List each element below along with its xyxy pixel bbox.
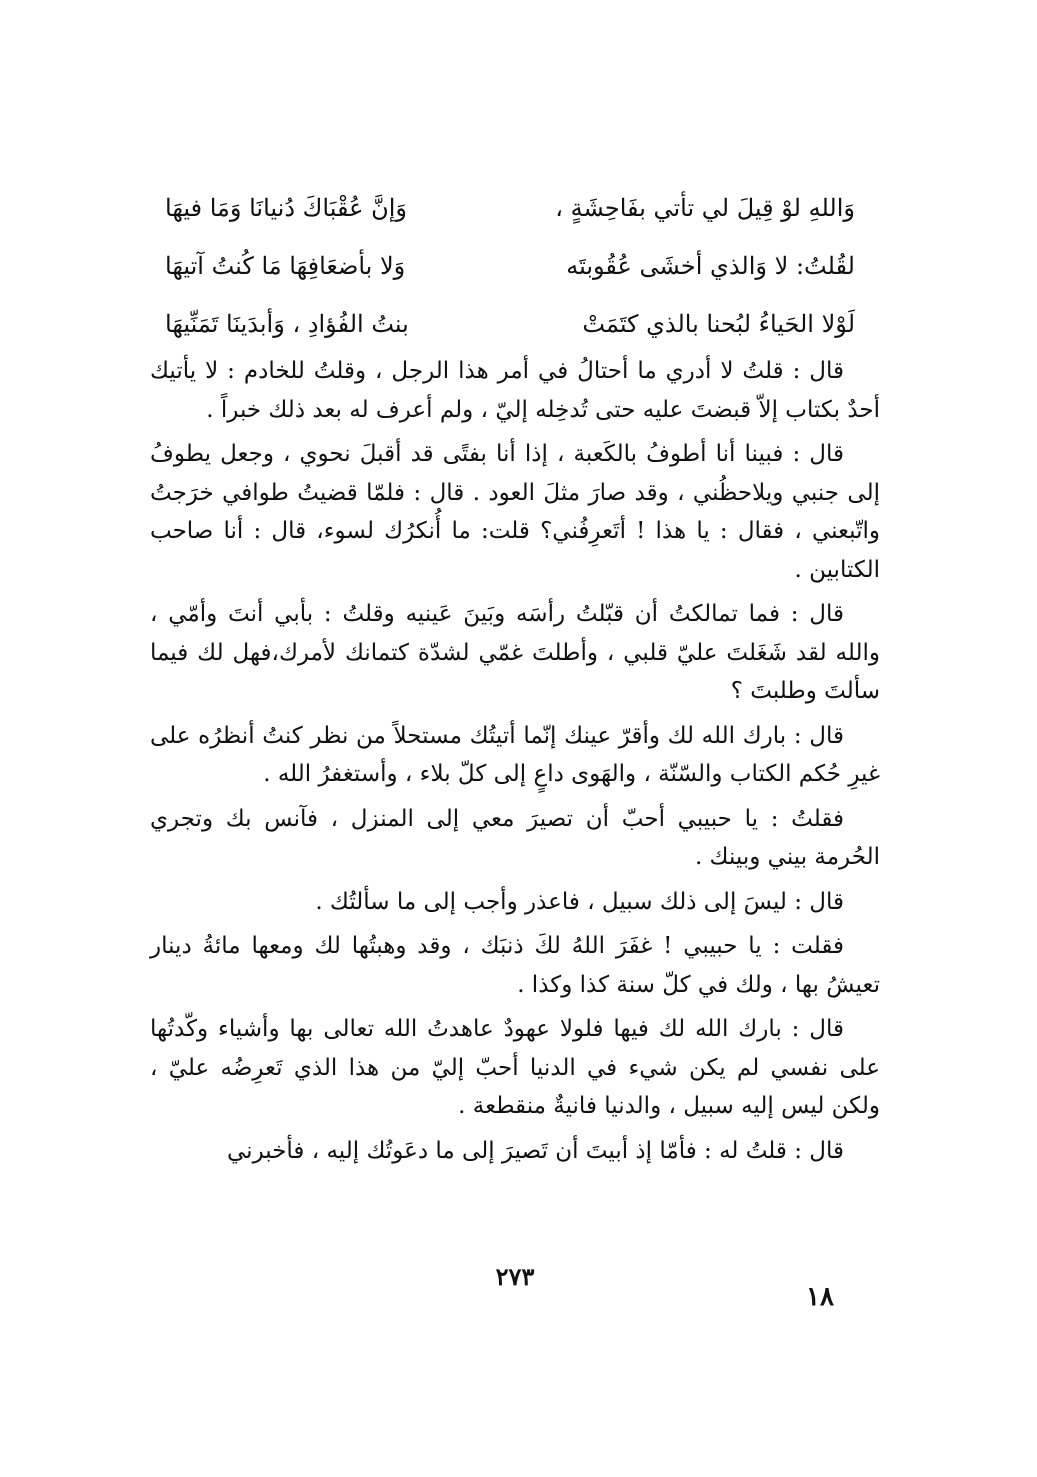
poem-verses: [165, 183, 855, 357]
verse-line: [165, 299, 855, 357]
verse-second-hemistich: بنتُ الفُؤادِ ، وَأبدَينَا تَمَنِّيهَا: [165, 310, 409, 338]
verse-line: [165, 241, 855, 299]
paragraph: قال : فبينا أنا أطوفُ بالكَعبة ، إذا أنا بفتًى قد أقبلَ نحوي ، وجعل يطوفُ إلى جنبي ويلاحظُني ، وقد صارَ مثلَ العود . قال : فلمّا قضيتُ طوافي خرَجتُ واتّبعني ، فقال : يا هذا ! أتَعرِفُني؟ قلت: ما أُنكرُك لسوء، قال : أنا صاحب الكتابين .: [150, 441, 880, 583]
paragraph: فقلتُ : يا حبيبي أحبّ أن تصيرَ معي إلى المنزل ، فآنس بك وتجري الحُرمة بيني وبينك .: [150, 805, 880, 870]
prose-body: [150, 352, 880, 1176]
paragraph: فقلت : يا حبيبي ! غفَرَ اللهُ لكَ ذنبَك ، وقد وهبتُها لك ومعها مائةُ دينار تعيشُ بها ، ولك في كلّ سنة كذا وكذا .: [150, 933, 880, 998]
paragraph: قال : فما تمالكتُ أن قبّلتُ رأسَه وبَينَ عَينيه وقلتُ : بأبي أنتَ وأمّي ، والله لقد شَغَلتَ عليّ قلبي ، وأطلتَ غمّي لشدّة كتمانك لأمرك،فهل لك فيما سألتَ وطلبتَ ؟: [150, 601, 880, 704]
signature-mark: ١٨: [806, 1282, 834, 1312]
paragraph: قال : بارك الله لك وأقرّ عينك إنّما أتيتُك مستحلاً من نظر كنتُ أنظرُه على غيرِ حُكم الكتاب والسّنّة ، والهَوى داعٍ إلى كلّ بلاء ، وأستغفرُ الله .: [150, 722, 880, 787]
verse-first-hemistich: لقُلتُ: لا وَالذي أخشَى عُقُوبتَه: [566, 252, 855, 280]
verse-second-hemistich: وَلا بأضعَافِهَا مَا كُنتُ آتيهَا: [165, 252, 406, 280]
paragraph: قال : قلتُ له : فأمّا إذ أبيتَ أن تَصيرَ إلى ما دعَوتُك إليه ، فأخبرني: [227, 1137, 844, 1164]
verse-second-hemistich: وَإنَّ عُقْبَاكَ دُنيانَا وَمَا فيهَا: [165, 194, 407, 222]
paragraph: قال : قلتُ لا أدري ما أحتالُ في أمر هذا الرجل ، وقلتُ للخادم : لا يأتيك أحدٌ بكتاب إلاّ قبضتَ عليه حتى تُدخِله إليّ ، ولم أعرف له بعد ذلك خبراً .: [150, 358, 880, 423]
paragraph: قال : ليسَ إلى ذلك سبيل ، فاعذر وأجب إلى ما سألتُك .: [315, 888, 844, 915]
page-number: ٢٧٣: [495, 1262, 535, 1291]
verse-line: [165, 183, 855, 241]
paragraph: قال : بارك الله لك فيها فلولا عهودٌ عاهدتُ الله تعالى بها وأشياء وكّدتُها على نفسي لم يكن شيء في الدنيا أحبّ إليّ من هذا الذي تَعرِضُه عليّ ، ولكن ليس إليه سبيل ، والدنيا فانيةٌ منقطعة .: [150, 1016, 880, 1119]
verse-first-hemistich: وَاللهِ لوْ قِيلَ لي تأتي بفَاحِشَةٍ ،: [555, 194, 855, 222]
verse-first-hemistich: لَوْلا الحَياءُ لبُحنا بالذي كتَمَتْ: [582, 310, 855, 338]
